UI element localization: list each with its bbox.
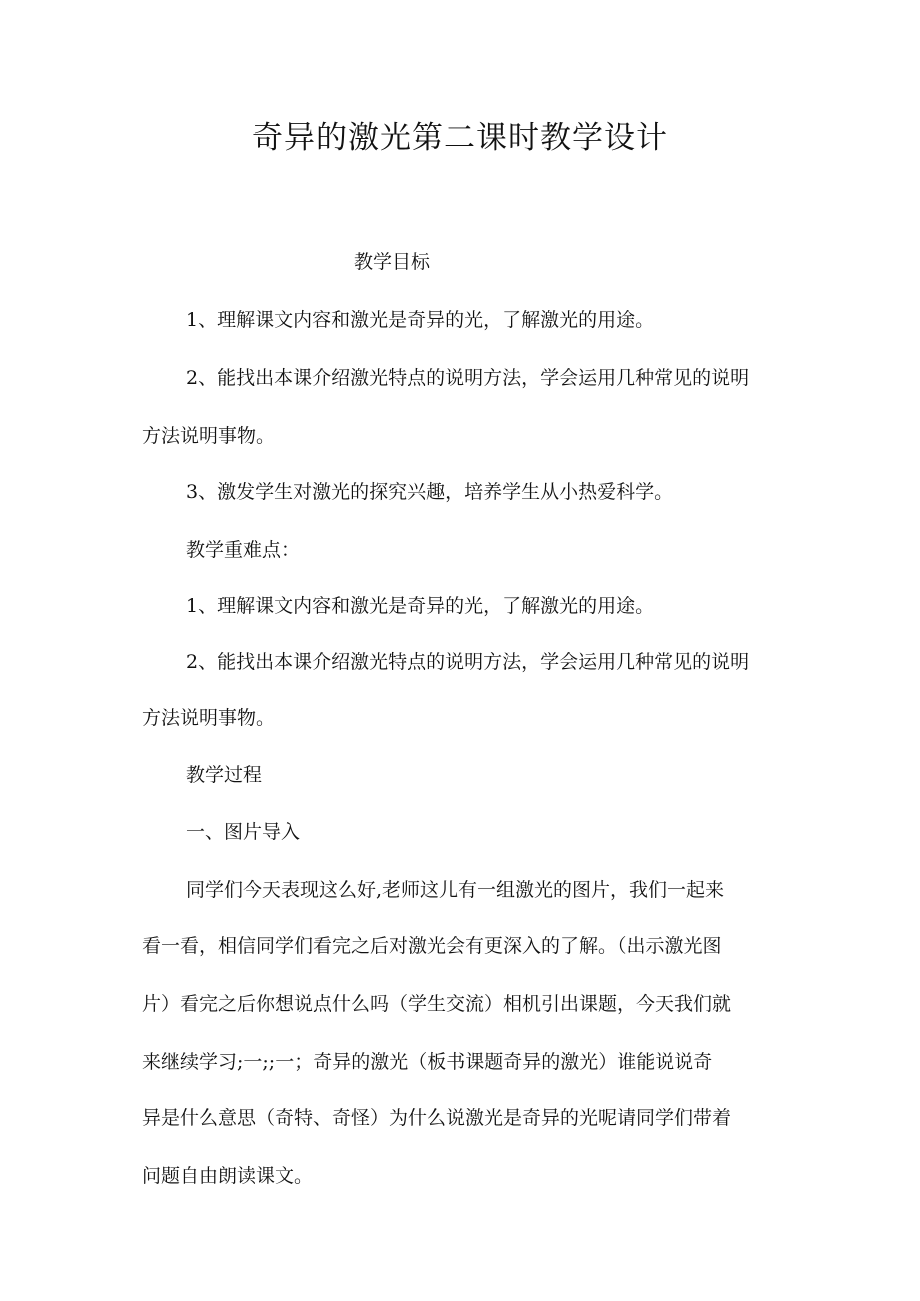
paragraph-line: 来继续学习;一;;一；奇异的激光（板书课题奇异的激光）谁能说说奇 xyxy=(142,1051,713,1073)
section-heading-objectives: 教学目标 xyxy=(354,251,431,273)
section-heading-intro: 一、图片导入 xyxy=(186,821,301,843)
paragraph-line: 看一看，相信同学们看完之后对激光会有更深入的了解。（出示激光图 xyxy=(142,935,722,957)
paragraph-line: 问题自由朗读课文。 xyxy=(142,1165,314,1187)
paragraph-line: 片）看完之后你想说点什么吗（学生交流）相机引出课题，今天我们就 xyxy=(142,993,732,1015)
paragraph-line: 同学们今天表现这么好,老师这儿有一组激光的图片，我们一起来 xyxy=(186,879,725,901)
document-title: 奇异的激光第二课时教学设计 xyxy=(252,120,668,156)
paragraph-line: 方法说明事物。 xyxy=(142,707,276,729)
paragraph-line: 3、激发学生对激光的探究兴趣，培养学生从小热爱科学。 xyxy=(186,481,674,503)
paragraph-line: 方法说明事物。 xyxy=(142,425,276,447)
paragraph-line: 2、能找出本课介绍激光特点的说明方法，学会运用几种常见的说明 xyxy=(186,651,750,673)
paragraph-line: 2、能找出本课介绍激光特点的说明方法，学会运用几种常见的说明 xyxy=(186,367,750,389)
section-heading-process: 教学过程 xyxy=(186,764,263,786)
paragraph-line: 1、理解课文内容和激光是奇异的光，了解激光的用途。 xyxy=(186,595,655,617)
section-heading-key-points: 教学重难点： xyxy=(186,539,301,561)
paragraph-line: 1、理解课文内容和激光是奇异的光，了解激光的用途。 xyxy=(186,309,655,331)
paragraph-line: 异是什么意思（奇特、奇怪）为什么说激光是奇异的光呢请同学们带着 xyxy=(142,1107,732,1129)
